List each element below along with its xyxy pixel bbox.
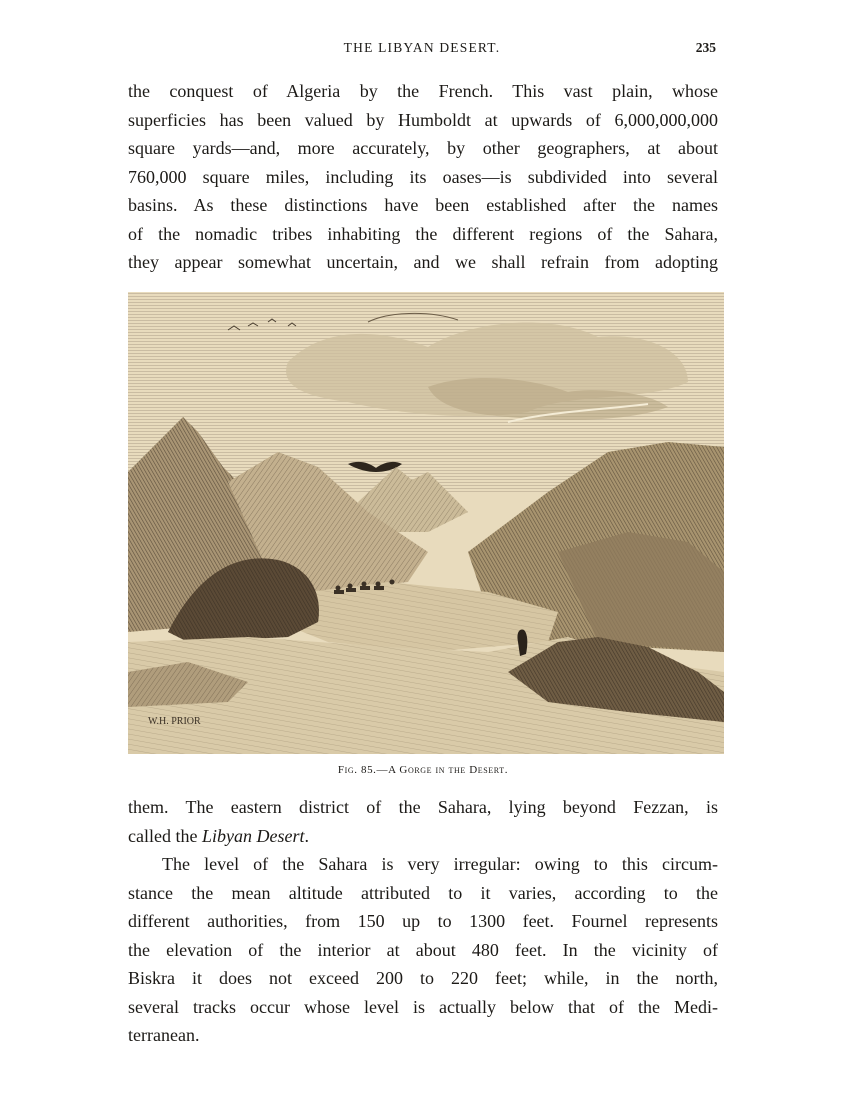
text-line: stance the mean altitude attributed to it varies, according to the	[128, 882, 718, 903]
caption-prefix: Fig. 85.—	[337, 764, 389, 776]
text-line	[128, 822, 718, 851]
artist-signature: W.H. PRIOR	[148, 716, 201, 727]
text-line: they appear somewhat uncertain, and we shall refrain from adopting	[128, 252, 718, 272]
text-line: them. The eastern district of the Sahara, lying beyond Fezzan, is	[128, 797, 718, 817]
text-fragment: called the	[128, 825, 202, 846]
text-line: different authorities, from 150 up to 1300 feet. Fournel represents	[128, 911, 718, 931]
text-line: Biskra it does not exceed 200 to 220 feet; while, in the north,	[128, 968, 718, 988]
engraving-illustration	[128, 292, 724, 754]
gorge-engraving-image	[128, 292, 724, 754]
italic-term: Libyan Desert	[201, 825, 305, 846]
running-head	[128, 38, 716, 58]
text-line: the elevation of the interior at about 480 feet. In the vicinity of	[128, 939, 718, 960]
text-line: superficies has been valued by Humboldt at upwards of 6,000,000,000	[128, 109, 718, 130]
running-title: THE LIBYAN DESERT.	[343, 40, 501, 55]
text-line: The level of the Sahara is very irregular: owing to this circum-	[162, 854, 718, 874]
page-number: 235	[695, 40, 716, 55]
bottom-paragraphs	[128, 793, 718, 1050]
caption-title: A Gorge in the Desert.	[388, 764, 509, 776]
text-line: basins. As these distinctions have been established after the names	[128, 195, 718, 215]
text-line: terranean.	[128, 1025, 200, 1045]
text-line: the conquest of Algeria by the French. This vast plain, whose	[128, 81, 718, 101]
text-line: square yards—and, more accurately, by other geographers, at about	[128, 138, 718, 158]
figure-caption	[128, 764, 718, 776]
top-paragraph	[128, 77, 718, 277]
text-line: several tracks occur whose level is actually below that of the Medi-	[128, 996, 718, 1017]
text-fragment: .	[304, 825, 309, 846]
text-line: of the nomadic tribes inhabiting the different regions of the Sahara,	[128, 223, 718, 244]
text-line: 760,000 square miles, including its oases—is subdivided into several	[128, 166, 718, 187]
